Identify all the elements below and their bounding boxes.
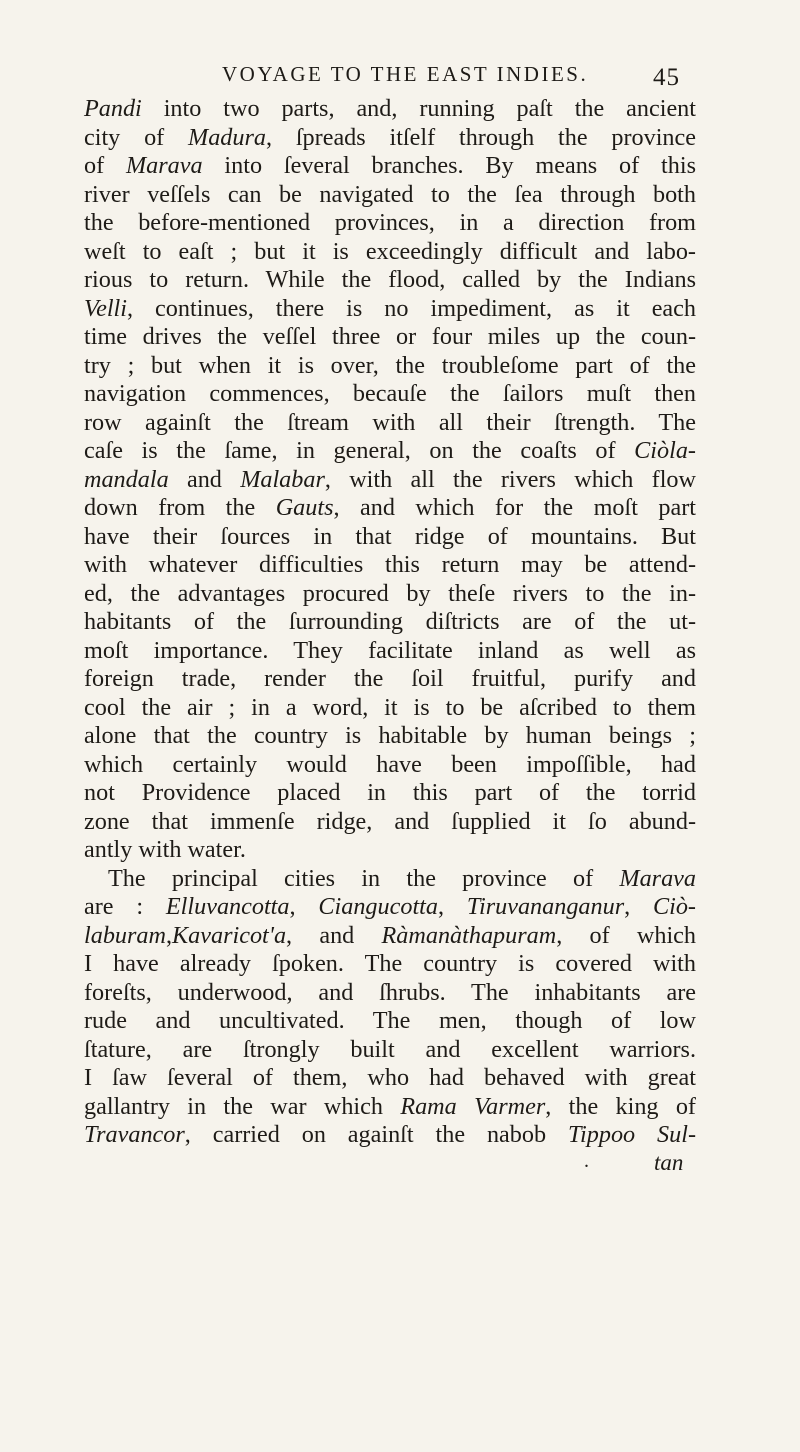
text-run: river veſſels can be navigated to the ſea through both bbox=[84, 180, 696, 208]
text-line bbox=[84, 836, 696, 865]
italic-text: Tiruvananganur bbox=[466, 893, 625, 920]
text-line bbox=[84, 238, 696, 267]
text-run: ſtature, are ſtrongly built and excellent warriors. bbox=[84, 1035, 696, 1063]
text-run: weſt to eaſt ; but it is exceedingly difficult and labo- bbox=[84, 237, 696, 265]
body-text bbox=[84, 95, 696, 1178]
text-run: , of which bbox=[556, 921, 696, 949]
text-run: the before-mentioned provinces, in a direction from bbox=[84, 209, 696, 236]
text-line bbox=[84, 1121, 696, 1150]
text-run: have their ſources in that ridge of mountains. But bbox=[84, 522, 696, 550]
italic-text: Ciòla- bbox=[634, 437, 696, 464]
italic-text: Tippoo Sul- bbox=[567, 1121, 696, 1148]
italic-text: Madura bbox=[188, 123, 266, 151]
italic-text: Marava bbox=[126, 152, 203, 179]
catchword-line bbox=[84, 1150, 696, 1178]
italic-text: Travancor bbox=[84, 1121, 185, 1148]
text-run: which certainly would have been impoſſible, had bbox=[84, 750, 696, 778]
text-run: I have already ſpoken. The country is covered with bbox=[84, 950, 696, 977]
italic-text: Pandi bbox=[84, 95, 142, 122]
text-line bbox=[84, 152, 696, 181]
text-line bbox=[84, 694, 696, 723]
text-line bbox=[84, 551, 696, 580]
running-title: VOYAGE TO THE EAST INDIES. bbox=[222, 62, 589, 86]
text-run: row againſt the ſtream with all their ſtrength. The bbox=[84, 408, 696, 436]
text-line bbox=[84, 181, 696, 210]
text-run: cool the air ; in a word, it is to be aſcribed to them bbox=[84, 693, 696, 721]
text-run: not Providence placed in this part of the torrid bbox=[84, 779, 696, 806]
text-line bbox=[84, 1064, 696, 1093]
text-run: caſe is the ſame, in general, on the coaſts of bbox=[84, 437, 635, 464]
text-run: , bbox=[165, 921, 173, 949]
text-run: gallantry in the war which bbox=[84, 1092, 401, 1120]
text-run: , carried on againſt the nabob bbox=[184, 1121, 568, 1148]
text-line bbox=[84, 380, 696, 409]
text-run: into ſeveral branches. By means of this bbox=[202, 152, 696, 179]
text-run: alone that the country is habitable by human beings ; bbox=[84, 722, 696, 749]
text-line bbox=[84, 893, 696, 922]
italic-text: Ciangucotta bbox=[318, 893, 438, 920]
italic-text: Ciò- bbox=[652, 893, 696, 920]
italic-text: Velli bbox=[84, 294, 127, 322]
text-run: I ſaw ſeveral of them, who had behaved with great bbox=[84, 1064, 696, 1091]
text-line bbox=[84, 808, 696, 837]
text-run: and bbox=[168, 465, 241, 493]
text-line bbox=[84, 494, 696, 523]
text-run: into two parts, and, running paſt the ancient bbox=[141, 95, 696, 122]
italic-text: Ràmanàthapuram bbox=[381, 921, 557, 949]
text-run: moſt importance. They facilitate inland as well as bbox=[84, 636, 696, 664]
text-line bbox=[84, 1007, 696, 1036]
running-head bbox=[0, 62, 800, 92]
page-number: 45 bbox=[653, 64, 680, 91]
text-line bbox=[84, 209, 696, 238]
text-run: time drives the veſſel three or four miles up the coun- bbox=[84, 323, 696, 350]
text-line bbox=[84, 751, 696, 780]
text-run: are : bbox=[84, 893, 166, 920]
italic-text: Gauts bbox=[275, 494, 334, 521]
text-line bbox=[84, 608, 696, 637]
text-line bbox=[84, 779, 696, 808]
text-line bbox=[84, 979, 696, 1008]
text-run: The principal cities in the province of bbox=[108, 864, 620, 892]
text-line bbox=[84, 665, 696, 694]
italic-text: mandala bbox=[84, 465, 169, 493]
text-line bbox=[84, 1036, 696, 1065]
text-run: foreign trade, render the ſoil fruitful, purify and bbox=[84, 665, 696, 692]
catchword: tan bbox=[654, 1149, 684, 1175]
text-line bbox=[84, 637, 696, 666]
text-line bbox=[84, 266, 696, 295]
text-run: navigation commences, becauſe the ſailors muſt then bbox=[84, 380, 696, 407]
text-line bbox=[84, 1093, 696, 1122]
text-run: ed, the advantages procured by theſe rivers to the in- bbox=[84, 579, 696, 607]
text-run: of bbox=[84, 152, 126, 179]
text-run: , the king of bbox=[545, 1092, 696, 1120]
text-line bbox=[84, 437, 696, 466]
text-line bbox=[84, 580, 696, 609]
text-run: , bbox=[437, 893, 467, 920]
text-run: try ; but when it is over, the troubleſome part of the bbox=[84, 351, 696, 379]
italic-text: Rama Varmer bbox=[400, 1092, 546, 1120]
text-line bbox=[84, 865, 696, 894]
text-run: city of bbox=[84, 123, 189, 151]
italic-text: Malabar bbox=[240, 465, 325, 493]
text-run: foreſts, underwood, and ſhrubs. The inhabitants are bbox=[84, 978, 696, 1006]
text-run: with whatever difficulties this return may be attend- bbox=[84, 551, 696, 578]
text-run: , bbox=[624, 893, 653, 920]
text-run: antly with water. bbox=[84, 836, 246, 863]
text-line bbox=[84, 352, 696, 381]
text-line bbox=[84, 95, 696, 124]
text-run: , continues, there is no impediment, as it each bbox=[127, 294, 696, 322]
text-line bbox=[84, 323, 696, 352]
text-run: , ſpreads itſelf through the province bbox=[265, 123, 697, 151]
text-line bbox=[84, 950, 696, 979]
text-run: , and which for the moſt part bbox=[333, 494, 696, 521]
text-line bbox=[84, 466, 696, 495]
catch-mark: . bbox=[584, 1149, 589, 1172]
italic-text: laburam bbox=[84, 921, 166, 949]
text-line bbox=[84, 409, 696, 438]
text-line bbox=[84, 922, 696, 951]
text-run: , bbox=[289, 893, 319, 920]
text-run: habitants of the ſurrounding diſtricts are of the ut- bbox=[84, 608, 696, 635]
italic-text: Kavaricot'a bbox=[172, 921, 287, 949]
italic-text: Elluvancotta bbox=[165, 893, 290, 920]
text-line bbox=[84, 722, 696, 751]
italic-text: Marava bbox=[619, 864, 696, 892]
text-run: zone that immenſe ridge, and ſupplied it ſo abund- bbox=[84, 807, 696, 835]
text-run: rude and uncultivated. The men, though of low bbox=[84, 1007, 696, 1034]
text-line bbox=[84, 295, 696, 324]
text-line bbox=[84, 124, 696, 153]
text-run: , with all the rivers which flow bbox=[324, 465, 696, 493]
text-line bbox=[84, 523, 696, 552]
text-run: down from the bbox=[84, 494, 276, 521]
text-run: , and bbox=[286, 921, 382, 949]
text-run: rious to return. While the flood, called by the Indians bbox=[84, 266, 696, 293]
